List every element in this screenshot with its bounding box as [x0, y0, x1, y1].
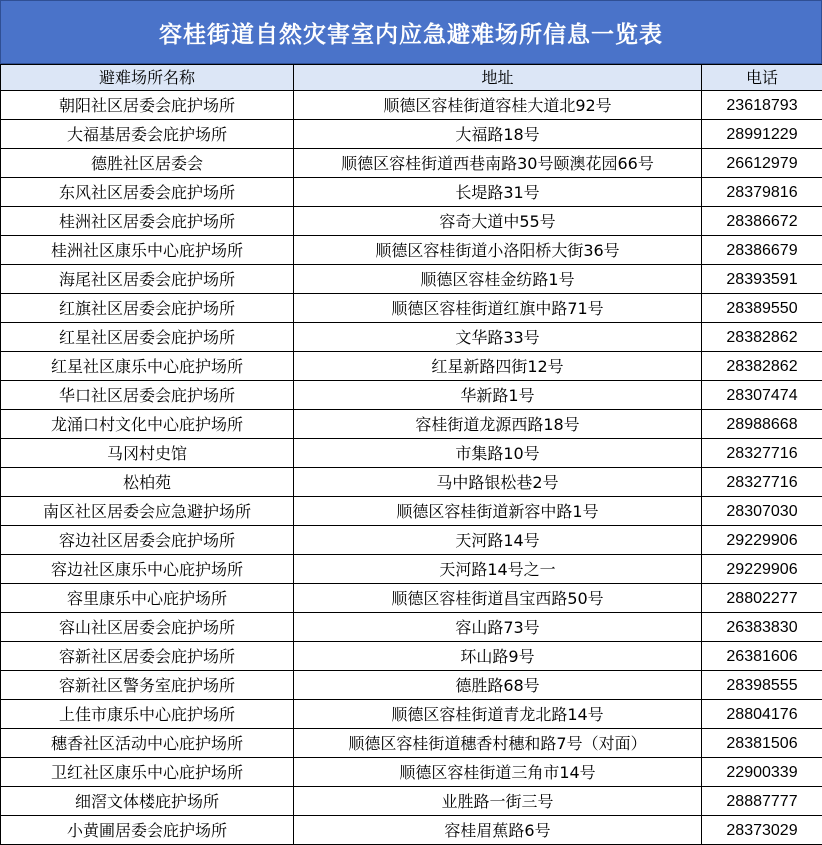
shelter-address-cell: 顺德区容桂街道昌宝西路50号: [294, 584, 702, 613]
shelter-address-cell: 文华路33号: [294, 323, 702, 352]
shelter-address-cell: 德胜路68号: [294, 671, 702, 700]
column-header-address: 地址: [294, 65, 702, 91]
shelter-name-cell: 容里康乐中心庇护场所: [1, 584, 294, 613]
shelter-address-cell: 顺德区容桂街道小洛阳桥大街36号: [294, 236, 702, 265]
table-row: [1, 642, 822, 671]
table-row: [1, 729, 822, 758]
shelter-name-cell: 松柏苑: [1, 468, 294, 497]
table-row: [1, 265, 822, 294]
column-header-name: 避难场所名称: [1, 65, 294, 91]
shelter-address-cell: 容桂眉蕉路6号: [294, 816, 702, 845]
table-row: [1, 816, 822, 845]
table-row: [1, 700, 822, 729]
shelter-phone-cell: 28887777: [702, 787, 822, 816]
shelter-phone-cell: 28386679: [702, 236, 822, 265]
table-row: [1, 758, 822, 787]
shelter-phone-cell: 28379816: [702, 178, 822, 207]
shelter-phone-cell: 28398555: [702, 671, 822, 700]
table-row: [1, 236, 822, 265]
shelter-name-cell: 马冈村史馆: [1, 439, 294, 468]
table-row: [1, 439, 822, 468]
table-row: [1, 149, 822, 178]
shelter-phone-cell: 28804176: [702, 700, 822, 729]
shelter-name-cell: 上佳市康乐中心庇护场所: [1, 700, 294, 729]
table-row: [1, 294, 822, 323]
shelter-phone-cell: 28988668: [702, 410, 822, 439]
shelter-name-cell: 小黄圃居委会庇护场所: [1, 816, 294, 845]
shelter-address-cell: 长堤路31号: [294, 178, 702, 207]
table-row: [1, 787, 822, 816]
shelter-phone-cell: 26612979: [702, 149, 822, 178]
shelter-name-cell: 容边社区居委会庇护场所: [1, 526, 294, 555]
table-header-row: [1, 65, 822, 91]
shelter-address-cell: 顺德区容桂街道红旗中路71号: [294, 294, 702, 323]
column-header-phone: 电话: [702, 65, 822, 91]
shelter-phone-cell: 28802277: [702, 584, 822, 613]
shelter-address-cell: 环山路9号: [294, 642, 702, 671]
table-row: [1, 613, 822, 642]
shelter-address-cell: 大福路18号: [294, 120, 702, 149]
shelter-address-cell: 市集路10号: [294, 439, 702, 468]
table-row: [1, 323, 822, 352]
shelter-address-cell: 业胜路一街三号: [294, 787, 702, 816]
shelter-address-cell: 顺德区容桂街道穗香村穗和路7号（对面）: [294, 729, 702, 758]
shelter-phone-cell: 28382862: [702, 323, 822, 352]
shelter-name-cell: 容山社区居委会庇护场所: [1, 613, 294, 642]
shelter-phone-cell: 28327716: [702, 468, 822, 497]
shelter-address-cell: 天河路14号之一: [294, 555, 702, 584]
shelter-name-cell: 大福基居委会庇护场所: [1, 120, 294, 149]
shelter-phone-cell: 26383830: [702, 613, 822, 642]
table-row: [1, 178, 822, 207]
shelter-name-cell: 龙涌口村文化中心庇护场所: [1, 410, 294, 439]
shelter-phone-cell: 28386672: [702, 207, 822, 236]
shelter-address-cell: 顺德区容桂街道新容中路1号: [294, 497, 702, 526]
shelter-name-cell: 海尾社区居委会庇护场所: [1, 265, 294, 294]
shelter-address-cell: 华新路1号: [294, 381, 702, 410]
shelter-address-cell: 红星新路四街12号: [294, 352, 702, 381]
sheet-title: 容桂街道自然灾害室内应急避难场所信息一览表: [0, 0, 822, 64]
shelter-address-cell: 顺德区容桂金纺路1号: [294, 265, 702, 294]
shelter-phone-cell: 28389550: [702, 294, 822, 323]
shelter-phone-cell: 28393591: [702, 265, 822, 294]
shelter-name-cell: 红星社区居委会庇护场所: [1, 323, 294, 352]
shelter-name-cell: 穗香社区活动中心庇护场所: [1, 729, 294, 758]
shelter-address-cell: 马中路银松巷2号: [294, 468, 702, 497]
shelter-name-cell: 容新社区警务室庇护场所: [1, 671, 294, 700]
shelter-name-cell: 桂洲社区康乐中心庇护场所: [1, 236, 294, 265]
shelter-name-cell: 卫红社区康乐中心庇护场所: [1, 758, 294, 787]
shelter-name-cell: 桂洲社区居委会庇护场所: [1, 207, 294, 236]
shelter-name-cell: 南区社区居委会应急避护场所: [1, 497, 294, 526]
shelter-phone-cell: 28373029: [702, 816, 822, 845]
shelter-phone-cell: 28382862: [702, 352, 822, 381]
shelter-name-cell: 红旗社区居委会庇护场所: [1, 294, 294, 323]
table-row: [1, 120, 822, 149]
table-row: [1, 497, 822, 526]
shelter-name-cell: 东风社区居委会庇护场所: [1, 178, 294, 207]
table-row: [1, 381, 822, 410]
shelter-address-cell: 容桂街道龙源西路18号: [294, 410, 702, 439]
shelter-phone-cell: 26381606: [702, 642, 822, 671]
shelter-phone-cell: 29229906: [702, 555, 822, 584]
table-row: [1, 584, 822, 613]
shelter-address-cell: 容山路73号: [294, 613, 702, 642]
shelter-name-cell: 细滘文体楼庇护场所: [1, 787, 294, 816]
shelter-phone-cell: 28991229: [702, 120, 822, 149]
shelter-name-cell: 容边社区康乐中心庇护场所: [1, 555, 294, 584]
shelter-name-cell: 德胜社区居委会: [1, 149, 294, 178]
shelter-table: [0, 64, 822, 845]
shelter-phone-cell: 29229906: [702, 526, 822, 555]
shelter-phone-cell: 28307030: [702, 497, 822, 526]
shelter-phone-cell: 23618793: [702, 91, 822, 120]
table-row: [1, 410, 822, 439]
shelter-address-cell: 顺德区容桂街道三角市14号: [294, 758, 702, 787]
table-row: [1, 671, 822, 700]
shelter-name-cell: 华口社区居委会庇护场所: [1, 381, 294, 410]
shelter-name-cell: 容新社区居委会庇护场所: [1, 642, 294, 671]
table-row: [1, 526, 822, 555]
shelter-address-cell: 容奇大道中55号: [294, 207, 702, 236]
table-row: [1, 207, 822, 236]
shelter-phone-cell: 28327716: [702, 439, 822, 468]
shelter-phone-cell: 28381506: [702, 729, 822, 758]
shelter-address-cell: 顺德区容桂街道西巷南路30号颐澳花园66号: [294, 149, 702, 178]
shelter-name-cell: 红星社区康乐中心庇护场所: [1, 352, 294, 381]
shelter-name-cell: 朝阳社区居委会庇护场所: [1, 91, 294, 120]
shelter-address-cell: 顺德区容桂街道青龙北路14号: [294, 700, 702, 729]
table-row: [1, 91, 822, 120]
shelter-phone-cell: 22900339: [702, 758, 822, 787]
table-row: [1, 555, 822, 584]
table-row: [1, 468, 822, 497]
table-row: [1, 352, 822, 381]
table-body: [1, 91, 822, 845]
shelter-phone-cell: 28307474: [702, 381, 822, 410]
shelter-address-cell: 顺德区容桂街道容桂大道北92号: [294, 91, 702, 120]
shelter-address-cell: 天河路14号: [294, 526, 702, 555]
